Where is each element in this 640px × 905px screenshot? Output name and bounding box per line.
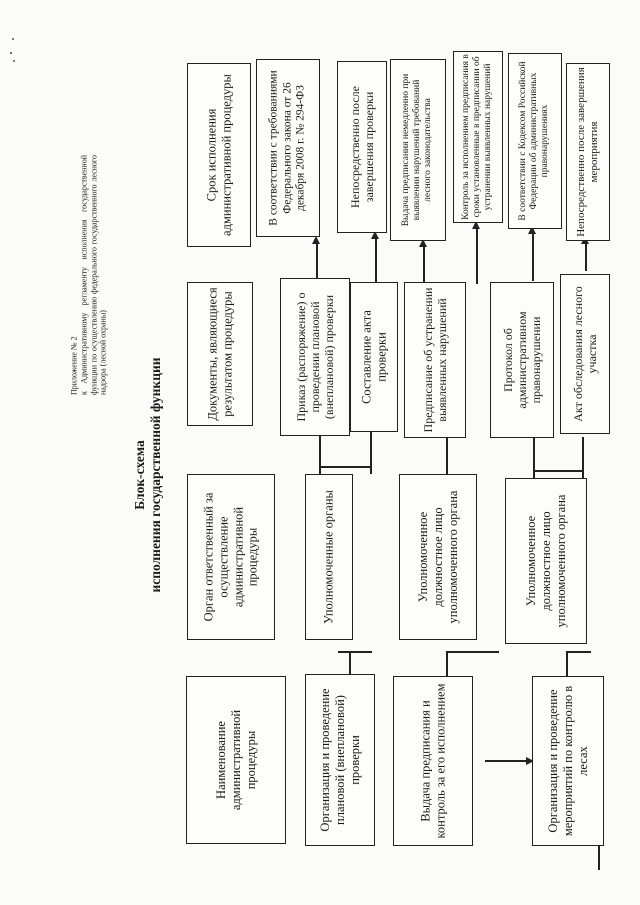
arrow-term-1 xyxy=(312,236,320,244)
appendix-note xyxy=(54,155,124,395)
term-row1b-box xyxy=(337,61,387,233)
term-row1a: В соответствии с требованиями Федерального закона от 26 декабря 2008 г. № 294-ФЗ xyxy=(267,70,307,226)
name-header-box xyxy=(186,676,286,844)
appendix-text: к Административному регламенту исполнения государственной функции по осуществлению федерального государственного лесного надзора (лесной охраны) xyxy=(79,155,108,395)
docs-row3a: Протокол об административном правонарушении xyxy=(500,311,544,409)
organ-row3: Уполномоченное должностное лицо уполномоченного органа xyxy=(523,494,568,628)
scan-speck xyxy=(13,60,15,62)
organ-link-3 xyxy=(533,437,535,479)
term-row3b: Непосредственно после завершения мероприятия xyxy=(575,67,600,237)
name-row1-box xyxy=(305,674,375,846)
name-link-3 xyxy=(566,651,568,679)
docs-row3a-box xyxy=(490,282,554,438)
docs-row3b: Акт обследования лесного участка xyxy=(570,286,599,422)
organ-row3-box xyxy=(505,478,587,644)
name-link-2 xyxy=(446,651,448,679)
diagram-heading xyxy=(126,330,170,620)
name-row2: Выдача предписания и контроль за его исполнением xyxy=(418,683,447,839)
term-link-4 xyxy=(476,228,478,284)
name-row3-box xyxy=(532,676,604,846)
appendix-number: Приложение № 2 xyxy=(69,336,79,395)
docs-header: Документы, являющиеся результатом процедуры xyxy=(205,287,234,421)
term-row2a-box xyxy=(390,59,446,241)
heading-subtitle: исполнения государственной функции xyxy=(148,357,163,593)
docs-row2-box xyxy=(404,282,466,438)
term-row1b: Непосредственно после завершения проверки xyxy=(347,86,376,209)
docs-row1a: Приказ (распоряжение) о проведении плановой (внеплановой) проверки xyxy=(293,292,337,422)
term-row3b-box xyxy=(566,63,610,241)
organ-link-3c xyxy=(533,470,583,472)
row2-connector xyxy=(447,651,499,653)
name-row2-box xyxy=(393,676,473,846)
term-row3a-box xyxy=(508,53,562,229)
docs-row3b-box xyxy=(560,274,610,434)
row1-connector xyxy=(338,651,372,653)
organ-row2: Уполномоченное должностное лицо уполномоченного органа xyxy=(415,490,460,624)
term-link-5 xyxy=(532,233,534,281)
row3-connector xyxy=(567,651,591,653)
term-header-box xyxy=(187,63,251,247)
scan-speck xyxy=(10,52,12,54)
term-row2a: Выдача предписания немедленно при выявлении нарушений требований лесного законодательства xyxy=(401,73,434,227)
organ-link-2 xyxy=(446,437,448,477)
docs-row1a-box xyxy=(280,278,350,436)
organ-link-3b xyxy=(582,437,584,479)
organ-row1: Уполномоченные органы xyxy=(321,490,336,624)
organ-row2-box xyxy=(399,474,477,640)
term-row2b: Контроль за исполнением предписания в сроки установленные в предписании об устранении выявленных нарушений xyxy=(461,54,494,220)
name-row3: Организация и проведение мероприятий по контролю в лесах xyxy=(545,685,590,837)
docs-row1b-box xyxy=(350,282,398,432)
scan-speck xyxy=(12,38,14,40)
term-row1a-box xyxy=(256,59,320,237)
organ-header-box xyxy=(187,474,275,640)
term-row3a: В соответствии с Кодексом Российской Федерации об административных правонарушениях xyxy=(518,61,551,221)
docs-header-box xyxy=(187,282,253,426)
term-link-1 xyxy=(316,243,318,283)
name-row1: Организация и проведение плановой (внеплановой) проверки xyxy=(317,688,362,832)
organ-header: Орган ответственный за осуществление административной процедуры xyxy=(201,492,260,622)
docs-row1b: Составление акта проверки xyxy=(359,310,388,404)
heading-title: Блок-схема xyxy=(131,440,147,510)
term-link-2 xyxy=(375,238,377,284)
organ-link-1c xyxy=(319,466,371,468)
term-link-3 xyxy=(423,246,425,286)
term-header: Срок исполнения административной процедуры xyxy=(204,74,233,236)
term-row2b-box xyxy=(453,51,503,223)
docs-row2: Предписание об устранении выявленных нарушений xyxy=(420,287,449,433)
name-header: Наименование административной процедуры xyxy=(213,709,258,811)
organ-row1-box xyxy=(305,474,353,640)
term-link-6 xyxy=(585,243,587,271)
